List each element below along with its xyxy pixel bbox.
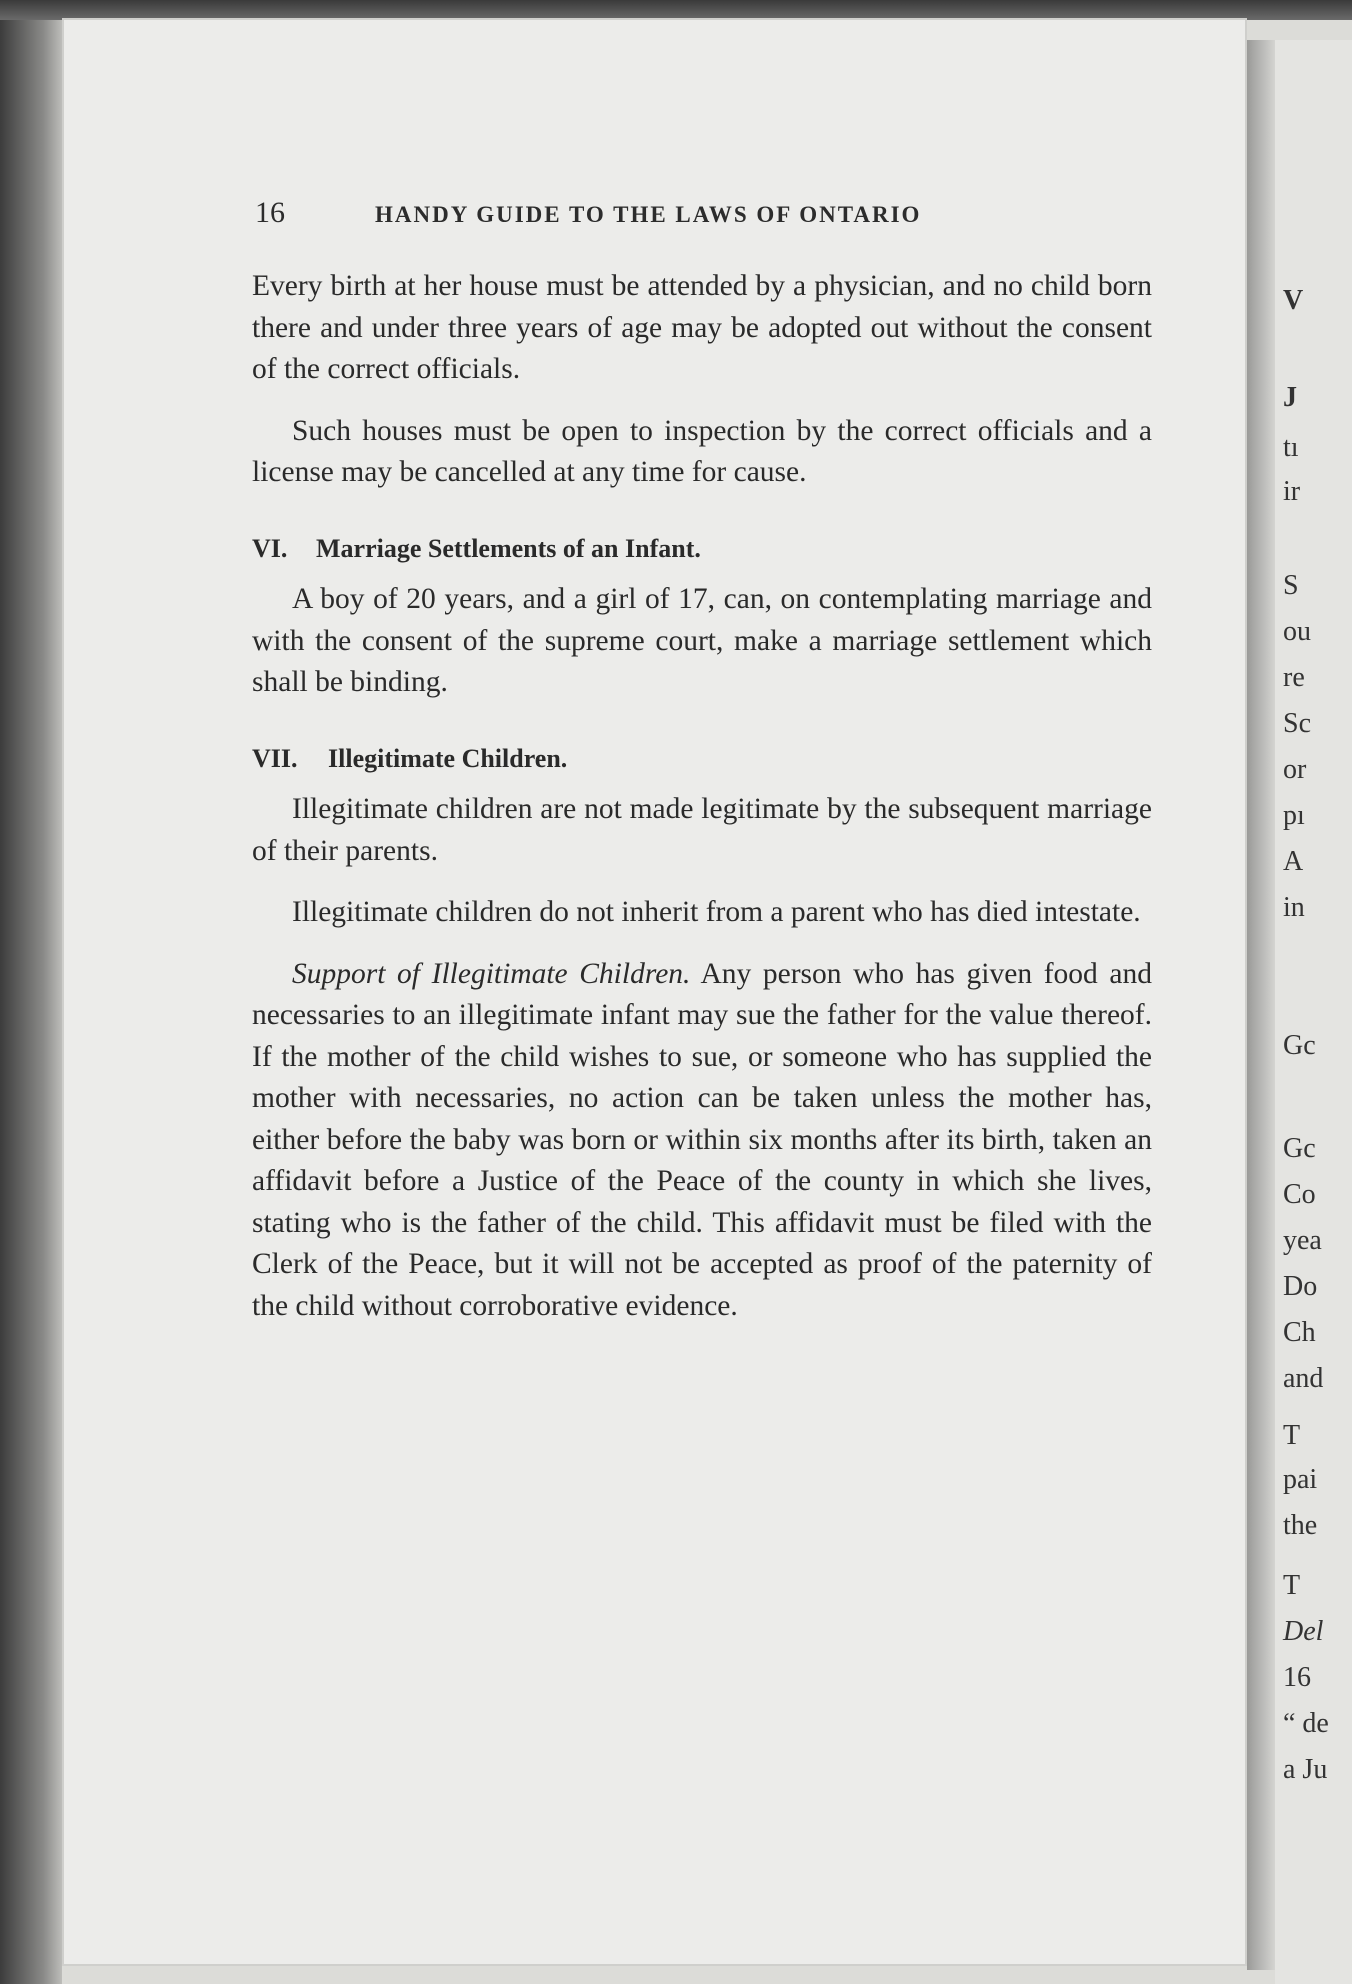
facing-page-fragment: in [1283, 892, 1305, 923]
facing-page-fragment: S [1283, 570, 1299, 601]
paragraph: A boy of 20 years, and a girl of 17, can, on contemplating marriage and with the consent of the supreme court, make a marriage settlement which shall be binding. [252, 583, 1152, 698]
paragraph: Illegitimate children are not made legitimate by the subsequent marriage of their parents. [252, 793, 1152, 867]
facing-page-fragment: ou [1283, 616, 1311, 647]
running-title: HANDY GUIDE TO THE LAWS OF ONTARIO [375, 202, 922, 227]
facing-page-fragment: A [1283, 846, 1304, 877]
facing-page-fragment: pai [1283, 1464, 1318, 1495]
book-gutter [1247, 40, 1275, 1970]
facing-page-fragment: a Ju [1283, 1754, 1328, 1785]
facing-page-fragment: re [1283, 662, 1305, 693]
facing-page-fragment: Co [1283, 1179, 1316, 1210]
facing-page-fragment: “ de [1283, 1708, 1329, 1739]
facing-page-fragment: Sc [1283, 708, 1311, 739]
paragraph: Illegitimate children do not inherit from a parent who has died intestate. [292, 896, 1141, 928]
subsection-text: Any person who has given food and necessaries to an illegitimate infant may sue the father for the value thereof. If the mother of the child wishes to sue, or someone who has supplied the mother with necessaries, no action can be taken unless the mother has, either before the baby was born or within six months after its birth, taken an affidavit before a Justice of the Peace of the county in which she lives, stating who is the father of the child. This affidavit must be filed with the Clerk of the Peace, but it will not be accepted as proof of the paternity of the child without corroborative evidence. [252, 957, 1152, 1322]
facing-page-fragment: Gc [1283, 1030, 1316, 1061]
facing-page-fragment: or [1283, 754, 1307, 785]
facing-page-fragment: 16 [1283, 1662, 1311, 1693]
scan-left-border [0, 20, 62, 1984]
facing-page-fragment: Gc [1283, 1133, 1316, 1164]
section-heading-vii [252, 738, 1152, 780]
subsection-heading: Support of Illegitimate Children. [292, 957, 691, 990]
facing-page-fragment: V [1283, 285, 1304, 316]
section-heading-vi [252, 528, 1152, 570]
section-number: VII. [252, 743, 298, 773]
facing-page-fragment: Del [1283, 1616, 1324, 1647]
facing-page-fragment: Do [1283, 1271, 1318, 1302]
facing-page-fragment: J [1283, 382, 1297, 413]
paragraph: Every birth at her house must be attended by a physician, and no child born there and under three years of age may be adopted out without the consent of the correct officials. [252, 270, 1152, 385]
page-number: 16 [255, 196, 285, 229]
page-body [252, 266, 1152, 1327]
paragraph: Such houses must be open to inspection by the correct officials and a license may be cancelled at any time for cause. [252, 414, 1152, 488]
facing-page-edge [1275, 40, 1352, 1984]
facing-page-fragment: pı [1283, 800, 1305, 831]
running-header [255, 196, 1055, 230]
scan-top-border [0, 0, 1352, 20]
facing-page-fragment: tı [1283, 432, 1299, 463]
paragraph [252, 954, 1152, 1328]
facing-page-fragment: Ch [1283, 1317, 1316, 1348]
facing-page-fragment: ir [1283, 476, 1301, 507]
facing-page-fragment: T [1283, 1570, 1301, 1601]
facing-page-fragment: yea [1283, 1225, 1322, 1256]
facing-page-fragment: T [1283, 1420, 1301, 1451]
section-number: VI. [252, 533, 288, 563]
facing-page-fragment: the [1283, 1510, 1318, 1541]
section-title: Marriage Settlements of an Infant. [316, 533, 701, 563]
section-title: Illegitimate Children. [328, 743, 568, 773]
facing-page-fragment: and [1283, 1363, 1324, 1394]
